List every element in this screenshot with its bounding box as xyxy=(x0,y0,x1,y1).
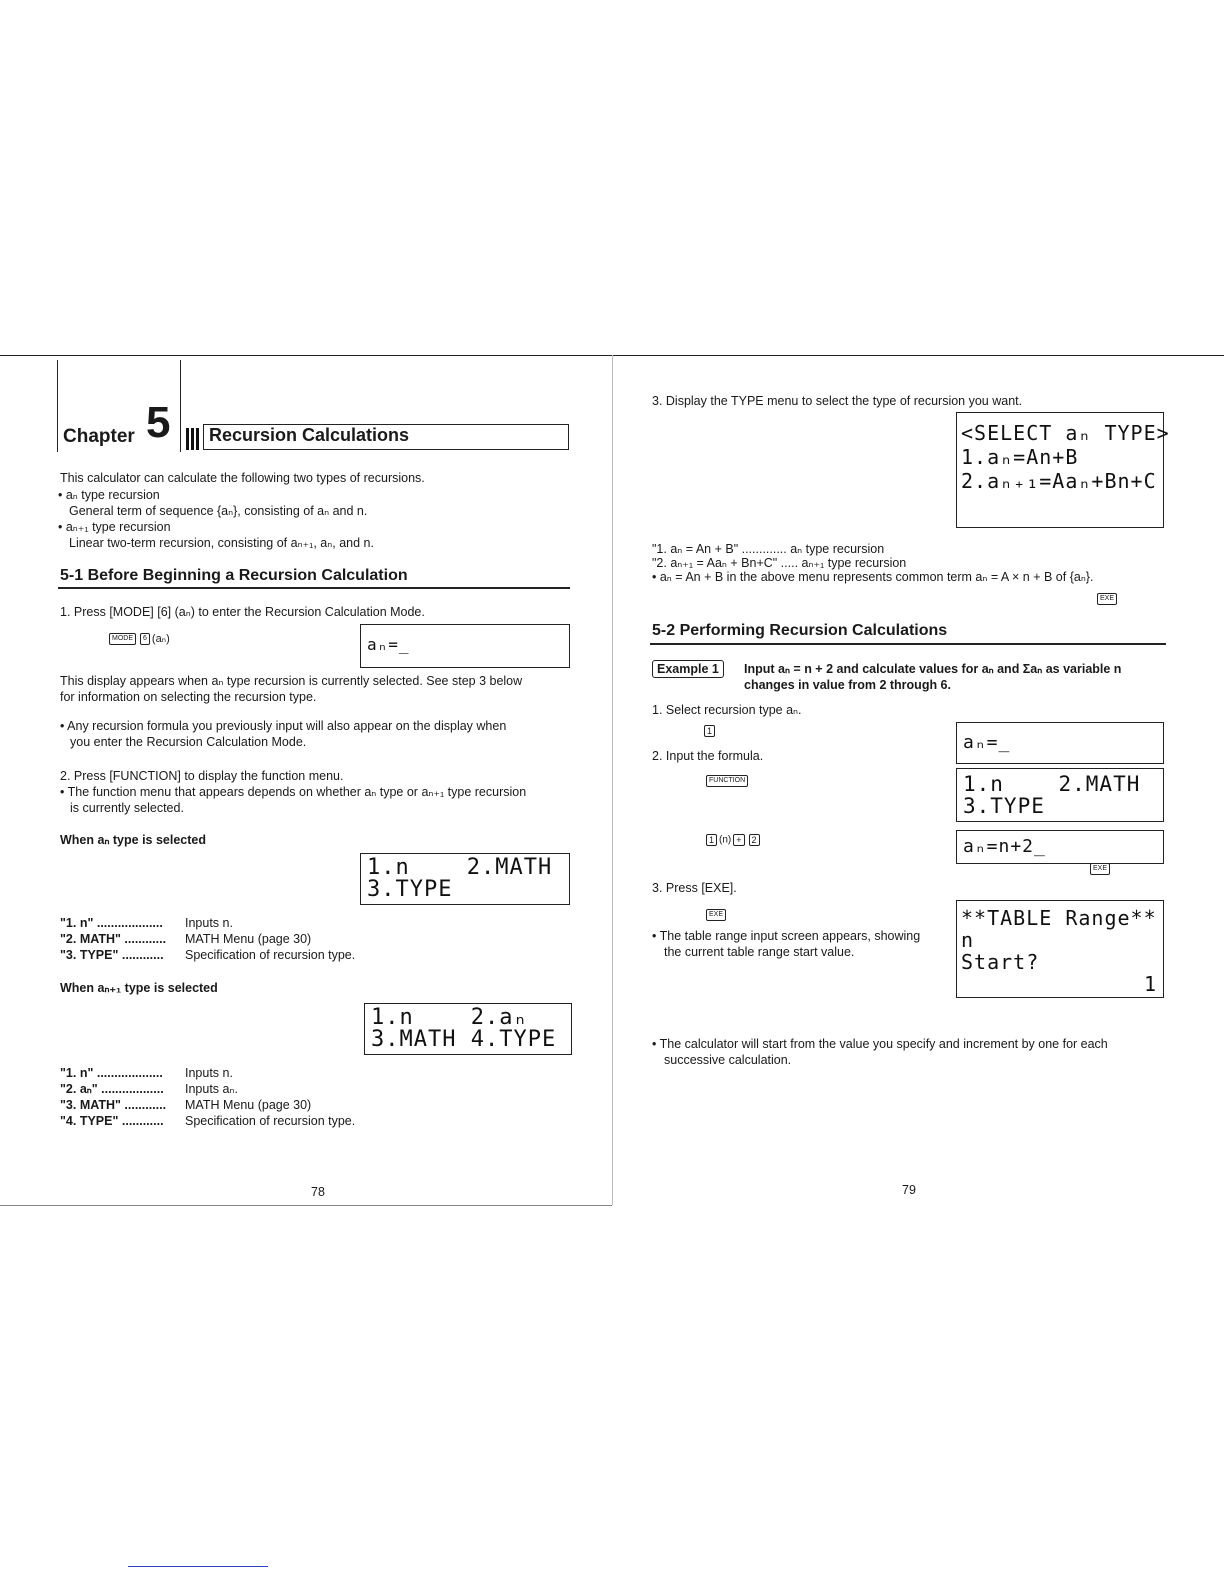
exe-badge-small: EXE xyxy=(1095,590,1119,608)
section-5-1-title: 5-1 Before Beginning a Recursion Calculation xyxy=(60,567,408,584)
formula-key-1: 1 xyxy=(706,834,717,846)
section-5-2-rule xyxy=(650,643,1166,645)
calc-note-2: successive calculation. xyxy=(664,1053,792,1067)
lcd6-line1: 1.n 2.MATH xyxy=(963,772,1141,796)
lcd8-value: 1 xyxy=(1143,972,1157,996)
chapter-title: Recursion Calculations xyxy=(209,425,410,445)
when-an-heading: When aₙ type is selected xyxy=(60,833,207,847)
when-an1-heading: When aₙ₊₁ type is selected xyxy=(60,981,218,995)
lcd8-line2: n xyxy=(961,928,975,952)
calc-note-1: • The calculator will start from the value you specify and increment by one for each xyxy=(652,1037,1108,1051)
step2-bullet-2: is currently selected. xyxy=(70,801,184,815)
page-number-left: 78 xyxy=(311,1185,325,1199)
type-an1-bullet: • aₙ₊₁ type recursion xyxy=(58,520,171,534)
section-5-1-rule xyxy=(58,587,570,589)
lcd4-line3: 2.aₙ₊₁=Aaₙ+Bn+C xyxy=(961,469,1157,493)
an1-item-4: "4. TYPE" ............ Specification of recursion type. xyxy=(60,1114,356,1128)
step1-text: 1. Press [MODE] [6] (aₙ) to enter the Recursion Calculation Mode. xyxy=(60,605,425,619)
example-text-1: Input aₙ = n + 2 and calculate values for aₙ and Σaₙ as variable n xyxy=(744,662,1122,676)
lcd8-line1: **TABLE Range** xyxy=(961,906,1157,930)
type-note-1: "1. aₙ = An + B" ............. aₙ type recursion xyxy=(652,542,885,556)
mode-key: MODE xyxy=(109,633,136,645)
an-param: (aₙ) xyxy=(151,633,170,645)
lcd5-line: aₙ=_ xyxy=(963,732,1011,753)
example-text-2: changes in value from 2 through 6. xyxy=(744,678,951,692)
lcd7-exe-badge: EXE xyxy=(1088,860,1112,878)
type-note-2: "2. aₙ₊₁ = Aaₙ + Bn+C" ..... aₙ₊₁ type recursion xyxy=(652,556,907,570)
table-note-1: • The table range input screen appears, showing xyxy=(652,929,921,943)
lcd-display-5 xyxy=(956,722,1164,764)
an-item-3: "3. TYPE" ............ Specification of recursion type. xyxy=(60,948,356,962)
type-note-3: • aₙ = An + B in the above menu represents common term aₙ = A × n + B of {aₙ}. xyxy=(652,570,1094,584)
ex-step1-text: 1. Select recursion type aₙ. xyxy=(652,703,802,717)
lcd1-line: aₙ=_ xyxy=(367,635,410,654)
lcd-display-7 xyxy=(956,830,1164,864)
ex-step2-text: 2. Input the formula. xyxy=(652,749,764,763)
an1-item-1: "1. n" ................... Inputs n. xyxy=(60,1066,233,1080)
step3-text: 3. Display the TYPE menu to select the type of recursion you want. xyxy=(652,394,1023,408)
ex-step3-text: 3. Press [EXE]. xyxy=(652,881,737,895)
formula-bullet-2: you enter the Recursion Calculation Mode. xyxy=(70,735,307,749)
ex-formula-keys xyxy=(704,834,762,846)
spine-rule xyxy=(612,355,613,1205)
type-an1-desc: Linear two-term recursion, consisting of aₙ₊₁, aₙ, and n. xyxy=(69,536,374,550)
example-label: Example 1 xyxy=(657,662,719,676)
an-item-1: "1. n" ................... Inputs n. xyxy=(60,916,233,930)
intro-text: This calculator can calculate the following two types of recursions. xyxy=(60,471,425,485)
lcd6-line2: 3.TYPE xyxy=(963,794,1045,818)
lcd4-line1: <SELECT aₙ TYPE> xyxy=(961,421,1170,445)
lcd-display-4 xyxy=(956,412,1170,528)
an1-item-3: "3. MATH" ............ MATH Menu (page 30) xyxy=(60,1098,312,1112)
an-item-2: "2. MATH" ............ MATH Menu (page 30) xyxy=(60,932,312,946)
type-an-bullet: • aₙ type recursion xyxy=(58,488,160,502)
lcd-display-1 xyxy=(360,624,570,668)
ex-step2-function-key: FUNCTION xyxy=(704,772,750,790)
chapter-number: 5 xyxy=(146,398,171,447)
lcd3-line1: 1.n 2.aₙ xyxy=(371,1005,528,1030)
lcd8-line3: Start? xyxy=(961,950,1040,974)
formula-n: (n) xyxy=(719,834,732,846)
footer-link-line xyxy=(128,1566,268,1567)
table-note-2: the current table range start value. xyxy=(664,945,855,959)
lcd3-line2: 3.MATH 4.TYPE xyxy=(371,1027,557,1052)
chapter-label: Chapter xyxy=(63,426,135,447)
lcd7-line: aₙ=n+2_ xyxy=(963,836,1046,857)
lcd-display-2 xyxy=(360,853,570,905)
formula-key-plus: + xyxy=(733,834,744,846)
bottom-rule xyxy=(0,1205,612,1206)
step2-bullet-1: • The function menu that appears depends on whether aₙ type or aₙ₊₁ type recursion xyxy=(60,785,527,799)
formula-bullet-1: • Any recursion formula you previously input will also appear on the display when xyxy=(60,719,507,733)
lcd-display-6 xyxy=(956,768,1164,822)
display-note-1: This display appears when aₙ type recursion is currently selected. See step 3 below xyxy=(60,674,523,688)
type-an-desc: General term of sequence {aₙ}, consisting of aₙ and n. xyxy=(69,504,368,518)
example-label-box xyxy=(652,660,724,678)
step1-keys xyxy=(107,630,170,647)
chapter-bars-icon xyxy=(186,428,202,455)
lcd2-line1: 1.n 2.MATH xyxy=(367,855,553,880)
page-number-right: 79 xyxy=(902,1183,916,1197)
formula-key-2: 2 xyxy=(749,834,760,846)
ex-step1-key: 1 xyxy=(702,722,717,740)
lcd2-line2: 3.TYPE xyxy=(367,877,453,902)
lcd-display-3 xyxy=(364,1003,572,1055)
lcd4-line2: 1.aₙ=An+B xyxy=(961,445,1079,469)
step2-text: 2. Press [FUNCTION] to display the function menu. xyxy=(60,769,344,783)
display-note-2: for information on selecting the recursion type. xyxy=(60,690,317,704)
six-key: 6 xyxy=(140,633,150,645)
ex-step3-exe-key: EXE xyxy=(704,906,728,924)
section-5-2-title: 5-2 Performing Recursion Calculations xyxy=(652,622,948,639)
lcd-display-8 xyxy=(956,900,1164,998)
an1-item-2: "2. aₙ" .................. Inputs aₙ. xyxy=(60,1082,238,1096)
